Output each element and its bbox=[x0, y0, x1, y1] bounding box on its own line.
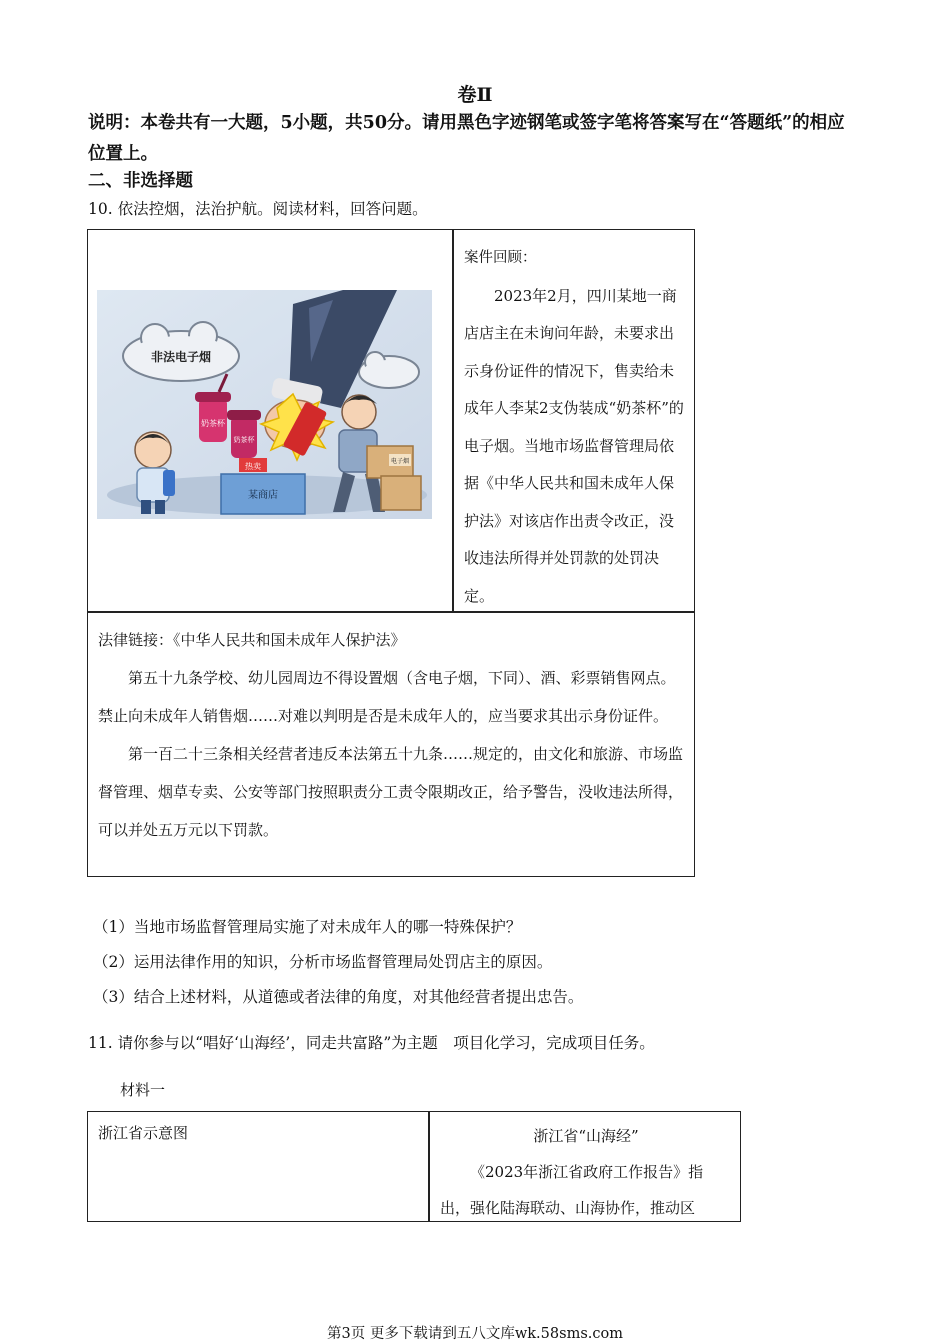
question-10-stem: 10. 依法控烟，法治护航。阅读材料，回答问题。 bbox=[88, 200, 428, 218]
shanhaijing-title: 浙江省“山海经” bbox=[533, 1127, 639, 1145]
section-title: 卷Ⅱ bbox=[457, 84, 493, 106]
case-review bbox=[464, 240, 686, 615]
q10-subquestion-1: （1）当地市场监督管理局实施了对未成年人的哪一特殊保护？ bbox=[93, 918, 522, 936]
table-divider-vertical bbox=[428, 1112, 430, 1221]
page-footer: 第3页 更多下载请到五八文库wk.58sms.com bbox=[327, 1326, 623, 1342]
material-table-q11 bbox=[87, 1111, 741, 1222]
instructions-note: 说明：本卷共有一大题，5小题，共50分。请用黑色字迹钢笔或签字笔将答案写在“答题纸”的相应位置上。 bbox=[88, 113, 845, 164]
cup2-label: 奶茶杯 bbox=[233, 436, 255, 444]
zhejiang-map-cell: 浙江省示意图 bbox=[98, 1124, 189, 1142]
case-review-text: 2023年2月，四川某地一商店店主在未询问年龄，未要求出示身份证件的情况下，售卖给未成年人李某2支伪装成“奶茶杯”的电子烟。当地市场监督管理局依据《中华人民共和国未成年人保护法》对该店作出责令改正，没收违法所得并处罚款的处罚决定。 bbox=[464, 286, 684, 605]
q10-subquestion-2: （2）运用法律作用的知识，分析市场监督管理局处罚店主的原因。 bbox=[93, 953, 553, 971]
table-divider-vertical bbox=[452, 230, 454, 611]
section-heading: 二、非选择题 bbox=[88, 171, 193, 191]
law-article-123: 第一百二十三条相关经营者违反本法第五十九条……规定的，由文化和旅游、市场监督管理、烟草专卖、公安等部门按照职责分工责令限期改正，给予警告，没收违法所得，可以并处五万元以下罚款。 bbox=[98, 745, 684, 839]
material-table-q10 bbox=[87, 229, 695, 877]
q10-subquestion-3: （3）结合上述材料，从道德或者法律的角度，对其他经营者提出忠告。 bbox=[93, 988, 584, 1006]
law-link bbox=[98, 621, 686, 849]
shanhaijing-text: 《2023年浙江省政府工作报告》指出，强化陆海联动、山海协作，推动区 bbox=[440, 1163, 704, 1217]
material-one-label: 材料一 bbox=[120, 1081, 166, 1099]
case-review-title: 案件回顾： bbox=[464, 250, 537, 266]
law-link-title: 法律链接：《中华人民共和国未成年人保护法》 bbox=[98, 631, 406, 649]
shop-label: 某商店 bbox=[248, 490, 278, 501]
cup1-label: 奶茶杯 bbox=[201, 419, 225, 428]
bubble-label: 非法电子烟 bbox=[150, 350, 212, 364]
question-11-stem: 11. 请你参与以“唱好‘山海经’，同走共富路”为主题 项目化学习，完成项目任务。 bbox=[88, 1034, 655, 1052]
law-article-59: 第五十九条学校、幼儿园周边不得设置烟（含电子烟，下同）、酒、彩票销售网点。禁止向未成年人销售烟……对难以判明是否是未成年人的，应当要求其出示身份证件。 bbox=[98, 669, 676, 725]
milk-tea-cup-2 bbox=[227, 410, 261, 458]
shop-hot-tag: 热卖 bbox=[245, 462, 261, 471]
cartoon-illustration bbox=[97, 290, 432, 519]
shanhaijing-cell bbox=[440, 1118, 732, 1226]
box-label: 电子烟 bbox=[390, 458, 410, 465]
